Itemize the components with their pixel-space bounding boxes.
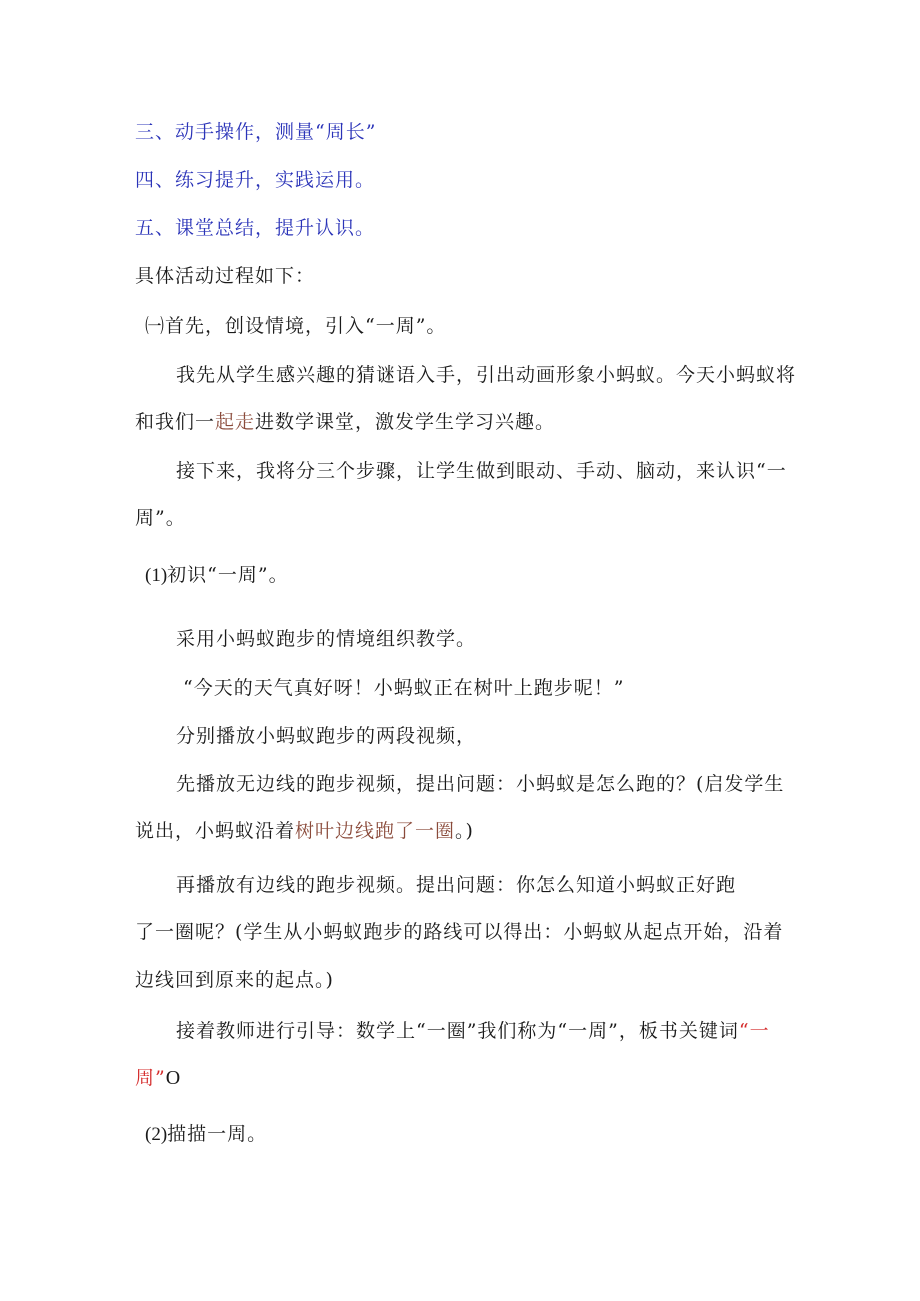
paragraph-8-ocr-mark: O bbox=[165, 1067, 181, 1089]
step-1-heading bbox=[145, 563, 289, 588]
paragraph-8-line-2 bbox=[135, 1066, 180, 1090]
paragraph-1-line-2 bbox=[135, 410, 555, 434]
paragraph-2-line-2: 周”。 bbox=[135, 507, 186, 529]
paragraph-6-line-1: 先播放无边线的跑步视频，提出问题：小蚂蚁是怎么跑的？(启发学生 bbox=[176, 773, 785, 795]
paragraph-1-text-c: 进数学课堂，激发学生学习兴趣。 bbox=[255, 411, 556, 433]
step-2-text: 描描一周。 bbox=[167, 1123, 268, 1145]
paragraph-8-keyword-start: “一 bbox=[738, 1020, 770, 1042]
step-2-number: (2) bbox=[145, 1124, 168, 1145]
paragraph-6-text-a: 说出，小蚂蚁沿着 bbox=[135, 820, 296, 842]
step-1-text: 初识“一周”。 bbox=[167, 564, 289, 586]
step-2-heading bbox=[145, 1122, 267, 1147]
paragraph-8-line-1 bbox=[176, 1019, 770, 1043]
paragraph-7-line-3: 边线回到原来的起点。) bbox=[135, 969, 334, 991]
paragraph-6-text-c: 。) bbox=[455, 820, 474, 842]
paragraph-1-line-1: 我先从学生感兴趣的猜谜语入手，引出动画形象小蚂蚁。今天小蚂蚁将 bbox=[176, 364, 797, 386]
paragraph-8-keyword-end: 周” bbox=[135, 1067, 166, 1089]
step-1-number: (1) bbox=[145, 565, 168, 586]
paragraph-2-line-1: 接下来，我将分三个步骤，让学生做到眼动、手动、脑动，来认识“一 bbox=[176, 460, 787, 482]
paragraph-6-highlight: 树叶边线跑了一圈 bbox=[295, 820, 456, 842]
paragraph-7-line-2: 了一圈呢？(学生从小蚂蚁跑步的路线可以得出：小蚂蚁从起点开始，沿着 bbox=[135, 921, 784, 943]
paragraph-4-quote: “今天的天气真好呀！小蚂蚁正在树叶上跑步呢！” bbox=[183, 677, 625, 699]
paragraph-5: 分别播放小蚂蚁跑步的两段视频， bbox=[176, 725, 477, 747]
paragraph-1-text-a: 和我们一 bbox=[135, 411, 216, 433]
paragraph-3: 采用小蚂蚁跑步的情境组织教学。 bbox=[176, 628, 477, 650]
paragraph-8-text-a: 接着教师进行引导：数学上“一圈”我们称为“一周”，板书关键词 bbox=[176, 1020, 739, 1042]
section-1-heading: ㈠首先，创设情境，引入“一周”。 bbox=[145, 315, 447, 337]
outline-item-5: 五、课堂总结，提升认识。 bbox=[135, 217, 376, 239]
paragraph-1-highlight: 起走 bbox=[215, 411, 256, 433]
paragraph-7-line-1: 再播放有边线的跑步视频。提出问题：你怎么知道小蚂蚁正好跑 bbox=[176, 874, 737, 896]
intro-text: 具体活动过程如下： bbox=[135, 265, 316, 287]
outline-item-3: 三、动手操作，测量“周长” bbox=[135, 121, 377, 143]
outline-item-4: 四、练习提升，实践运用。 bbox=[135, 169, 376, 191]
paragraph-6-line-2 bbox=[135, 819, 474, 843]
